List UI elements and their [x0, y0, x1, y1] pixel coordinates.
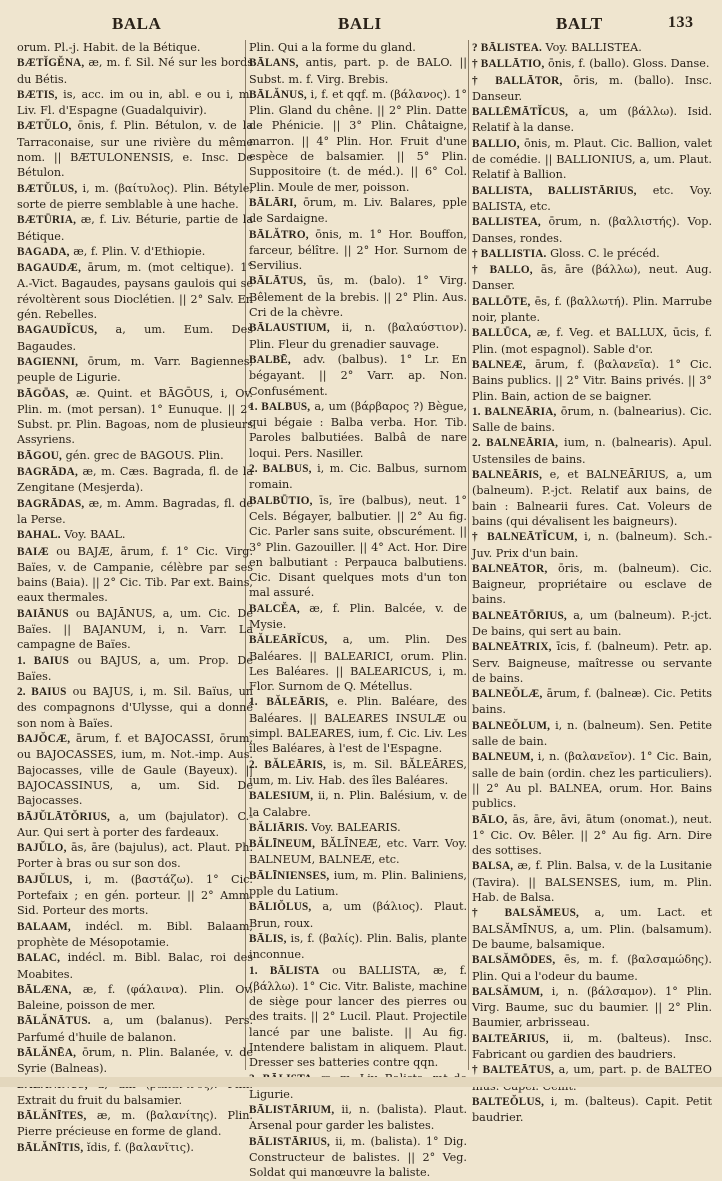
dictionary-entry — [17, 244, 253, 260]
entry-headword: 2. BĂLEĀRIS, — [249, 758, 327, 771]
dictionary-entry — [17, 1045, 253, 1077]
entry-definition: ōrum, m. Varr. Bagiennes, peuple de Ligurie. — [17, 354, 254, 385]
entry-headword: BALBŪTIO, — [249, 494, 313, 507]
entry-definition: æ, f. Plin. Balsa, v. de la Lusitanie (Tavira). || BALSENSES, ium, m. Plin. Hab. de Balsa. — [472, 859, 712, 905]
entry-headword: BALTEĀRIUS, — [472, 1032, 549, 1045]
entry-definition: Extrait du fruit du balsamier. — [17, 1093, 183, 1107]
dictionary-entry — [249, 493, 467, 601]
dictionary-entry — [17, 919, 253, 951]
entry-definition: æ, f. (φάλαινα). Plin. Ov. Baleine, poisson de mer. — [17, 982, 253, 1013]
entry-headword: BĀLIS, — [249, 932, 287, 945]
dictionary-entry — [249, 320, 467, 352]
entry-definition: æ. Quint. et BĀGŌUS, i, Ov. Plin. m. (mot persan). 1° Eunuque. || 2° Subst. pr. Plin. Bagoas, nom de plusieurs Assyriens. — [17, 386, 253, 447]
dictionary-entry — [472, 467, 712, 529]
entry-headword: BALLŪCA, — [472, 327, 532, 340]
dictionary-entry — [17, 684, 253, 731]
dictionary-entry — [17, 464, 253, 496]
entry-definition: ōnis, m. 1° Hor. Bouffon, farceur, bélître. || 2° Hor. Surnom de Servilius. — [249, 227, 467, 273]
dictionary-entry — [249, 632, 467, 694]
dictionary-entry — [249, 1102, 467, 1134]
entry-headword: 1. BAIUS — [17, 654, 70, 667]
entry-headword: BAIĀNUS — [17, 607, 69, 620]
entry-headword: BĀLĂNĀTUS. — [17, 1015, 91, 1028]
entry-headword: BAGRĀDA, — [17, 466, 78, 479]
dictionary-entry — [472, 718, 712, 750]
entry-headword: BALNEŎLÆ, — [472, 688, 543, 701]
entry-headword: 2. BALNEĀRIA, — [472, 437, 559, 450]
entry-definition: ou BAJUS, a, um. Prop. De Baïes. — [17, 653, 254, 683]
entry-definition: ēs, f. (βαλλωτή). Plin. Marrube noir, plante. — [472, 294, 712, 325]
entry-headword: BAGADA, — [17, 245, 70, 258]
entry-headword: † BALLISTIA. — [472, 247, 547, 260]
dictionary-entry — [472, 984, 712, 1031]
dictionary-entry — [472, 435, 712, 467]
entry-definition: ās, āre, āvi, ātum (onomat.), neut. 1° Cic. Ov. Bêler. || 2° Au fig. Arn. Dire des sottises. — [472, 812, 713, 858]
entry-definition: īcis, f. (balneum). Petr. ap. Serv. Baigneuse, maîtresse ou servante de bains. — [472, 640, 712, 685]
entry-definition: ii, n. (balista). Plaut. Arsenal pour garder les balistes. — [249, 1103, 467, 1133]
entry-headword: 2. BALBUS, — [249, 463, 312, 476]
entry-definition: ium, m. Plin. Baliniens, pple du Latium. — [249, 868, 467, 899]
entry-definition: ou BAJÆ, ārum, f. 1° Cic. Virg. Baïes, v. de Campanie, célèbre par ses bains (Baia). || 2° Cic. Tib. Par ext. Bains, eaux thermales. — [17, 544, 254, 605]
dictionary-entry — [472, 73, 712, 105]
entry-headword: BALLŌTE, — [472, 295, 531, 308]
entry-definition: ōnis, m. Plaut. Cic. Ballion, valet de comédie. || BALLIONIUS, a, um. Plaut. Relatif à Ballion. — [472, 136, 712, 182]
dictionary-entry — [249, 601, 467, 633]
entry-headword: BALESIUM, — [249, 790, 314, 803]
entry-definition: ēs, m. f. (βαλσαμώδης). Plin. Qui a l'odeur du baume. — [472, 953, 712, 983]
entry-definition: is, f. (βαλίς). Plin. Balis, plante inconnue. — [249, 931, 467, 962]
page-bottom-edge — [0, 1077, 722, 1087]
entry-definition: ou BAJĀNUS, a, um. Cic. De Baïes. || BAJANUM, i, n. Varr. La campagne de Baïes. — [17, 606, 253, 652]
dictionary-entry — [17, 544, 253, 606]
dictionary-entry — [472, 357, 712, 404]
dictionary-entry — [472, 294, 712, 326]
entry-definition: i, n. (βαλανεῖον). 1° Cic. Bain, salle de bain (ordin. chez les particuliers). || 2° Au pl. BALNEA, orum. Hor. Bains publics. — [472, 750, 712, 811]
entry-headword: BALLĒMĀTĬCUS, — [472, 106, 569, 119]
dictionary-entry — [249, 273, 467, 320]
entry-headword: BAGRĀDAS, — [17, 497, 85, 510]
dictionary-entry — [17, 118, 253, 180]
entry-definition: orum. Pl.-j. Habit. de la Bétique. — [17, 41, 201, 54]
entry-definition: ārum, f. (βαλανεῖα). 1° Cic. Bains publics. || 2° Vitr. Bains privés. || 3° Plin. Bain, action de se baigner. — [472, 357, 712, 403]
dictionary-entry — [17, 1140, 253, 1156]
dictionary-entry — [249, 195, 467, 227]
entry-headword: 2. BAIUS — [17, 686, 67, 699]
entry-definition: Ligurie. — [249, 1087, 294, 1101]
column-divider — [468, 40, 469, 1070]
entry-definition: ārum, f. (balneæ). Cic. Petits bains. — [472, 687, 712, 717]
entry-definition: i, f. et qqf. m. (βάλανος). 1° Plin. Gland du chêne. || 2° Plin. Datte de Phénicie. || 3° Plin. Châtaigne, marron. || 4° Plin. Hor. Fruit d'une espèce de balsamier. || 5° Plin. Suppositoire (t. de méd.). || 6° Col. Plin. Moule de mer, poisson. — [249, 87, 467, 194]
entry-definition: æ, m. (βαλανίτης). Plin. Pierre précieuse en forme de gland. — [17, 1109, 253, 1139]
entry-definition: i, m. (βαίτυλος). Plin. Bétyle, sorte de pierre semblable à une hache. — [17, 181, 253, 211]
dictionary-entry — [249, 694, 467, 756]
entry-headword: 1. BALNEĀRIA, — [472, 405, 557, 418]
entry-definition: BĂLĪNEÆ, etc. Varr. Voy. BALNEUM, BALNEÆ, etc. — [249, 837, 468, 867]
entry-definition: ōris, m. (ballo). Insc. Danseur. — [472, 73, 712, 103]
dictionary-entry — [249, 352, 467, 399]
dictionary-entry — [249, 963, 467, 1071]
dictionary-entry — [17, 606, 253, 653]
entry-headword: BĀLĀTUS, — [249, 275, 307, 288]
dictionary-entry — [17, 260, 253, 322]
entry-definition: a, um (βάλιος). Plaut. Brun, roux. — [249, 900, 467, 930]
entry-headword: BĂLIĀRIS. — [249, 821, 308, 834]
entry-definition: a, um (βάλλω). Isid. Relatif à la danse. — [472, 105, 712, 135]
dictionary-entry — [472, 404, 712, 436]
entry-definition: i, m. (βαστάζω). 1° Cic. Portefaix ; en gén. porteur. || 2° Amm. Sid. Porteur des morts. — [17, 872, 253, 918]
entry-definition: ōrum, n. (balnearius). Cic. Salle de bains. — [472, 404, 712, 435]
entry-definition: Voy. BALLISTEA. — [545, 41, 642, 54]
dictionary-entry — [472, 1094, 712, 1126]
dictionary-entry — [249, 757, 467, 789]
entry-headword: BĀJŬLĀTŎRIUS, — [17, 810, 111, 823]
dictionary-entry — [472, 858, 712, 905]
dictionary-entry — [249, 87, 467, 195]
entry-definition: a, um (balneum). P.-jct. De bains, qui sert au bain. — [472, 608, 712, 638]
entry-headword: BÆTŪRIA, — [17, 214, 77, 227]
entry-definition: adv. (balbus). 1° Lr. En bégayant. || 2° Varr. ap. Non. Confusément. — [249, 352, 467, 398]
dictionary-entry — [472, 56, 712, 72]
entry-definition: i, n. (balneum). Sen. Petite salle de bain. — [472, 718, 712, 749]
dictionary-entry — [472, 1031, 712, 1063]
entry-headword: BĀGŌAS, — [17, 387, 69, 400]
entry-definition: ōrum, n. (βαλλιστής). Vop. Danses, rondes. — [472, 215, 713, 245]
entry-headword: BĀGOU, — [17, 449, 63, 462]
dictionary-entry — [17, 354, 253, 386]
entry-definition: æ, m. Amm. Bagradas, fl. de la Perse. — [17, 496, 254, 526]
entry-headword: BALCĔA, — [249, 602, 300, 615]
dictionary-entry — [249, 1134, 467, 1181]
dictionary-entry — [17, 809, 253, 841]
entry-headword: BALAC, — [17, 952, 61, 965]
dictionary-entry — [17, 40, 253, 55]
entry-definition: a, um (βάρβαρος ?) Bègue, qui bégaie : Balba verba. Hor. Tib. Paroles balbutiées. Balbâ de nare loqui. Pers. Nasiller. — [249, 399, 467, 460]
dictionary-entry — [17, 448, 253, 464]
entry-definition: ium, n. (balnearis). Apul. Ustensiles de bains. — [472, 436, 712, 466]
dictionary-entry — [472, 952, 712, 984]
entry-definition: Voy. BAAL. — [64, 528, 126, 542]
entry-definition: ii, m. (balteus). Insc. Fabricant ou gardien des baudriers. — [472, 1031, 712, 1061]
dictionary-entry — [472, 529, 712, 561]
dictionary-entry — [17, 527, 253, 543]
entry-definition: e, et BALNEĀRIUS, a, um (balneum). P.-jct. Relatif aux bains, de bain : Balnearii fures. Cat. Voleurs de bains (qui dévalisent les baigneurs). — [472, 468, 712, 528]
entry-definition: ōrum, n. Plin. Balanée, v. de Syrie (Balneas). — [17, 1046, 253, 1076]
dictionary-entry — [249, 55, 467, 87]
dictionary-entry — [472, 639, 712, 686]
entry-definition: a, um (bajulator). C.-Aur. Qui sert à porter des fardeaux. — [17, 809, 253, 839]
dictionary-entry — [17, 731, 253, 808]
entry-definition: ou BAJUS, i, m. Sil. Baïus, un des compagnons d'Ulysse, qui a donné son nom à Baïes. — [17, 685, 254, 730]
dictionary-entry — [472, 183, 712, 215]
running-header — [0, 14, 722, 38]
entry-definition: ōnis, f. Plin. Bétulon, v. de la Tarraconaise, sur une rivière du même nom. || BÆTULONENSIS, e. Insc. De Bétulon. — [17, 119, 254, 180]
entry-definition: æ, f. Plin. V. d'Ethiopie. — [73, 244, 206, 258]
entry-headword: BĀLĂTRO, — [249, 228, 309, 241]
dictionary-entry — [472, 686, 712, 718]
entry-headword: BALNEĀRIS, — [472, 469, 543, 482]
dictionary-entry — [249, 40, 467, 55]
column-2 — [249, 40, 468, 1180]
entry-headword: † BALSĂMEUS, — [472, 907, 580, 920]
page-number: 133 — [668, 14, 694, 31]
entry-definition: i, m. (balteus). Capit. Petit baudrier. — [472, 1094, 712, 1125]
entry-definition: indécl. m. Bibl. Balac, roi des Moabites. — [17, 951, 254, 981]
header-left-guideword: BALA — [112, 14, 162, 33]
entry-headword: BÆTĬGĔNA, — [17, 57, 85, 70]
entry-definition: Gloss. C. le précéd. — [550, 246, 660, 260]
entry-headword: BAGAUDĬCUS, — [17, 324, 98, 337]
dictionary-entry — [472, 561, 712, 608]
entry-headword: BĀLANS, — [249, 57, 299, 70]
dictionary-entry — [17, 982, 253, 1014]
dictionary-entry — [472, 214, 712, 246]
dictionary-entry — [472, 246, 712, 262]
entry-definition: i, n. (balneum). Sch.-Juv. Prix d'un bain. — [472, 530, 712, 560]
entry-headword: BĀLĂNĪTES, — [17, 1110, 87, 1123]
entry-headword: BALSĂMŌDES, — [472, 954, 556, 967]
entry-headword: BĀLĪNIENSES, — [249, 869, 330, 882]
dictionary-entry — [249, 820, 467, 836]
entry-headword: BAGAUDÆ, — [17, 262, 82, 275]
entry-definition: a, um. Lact. et BALSĂMĪNUS, a, um. Plin. (balsamum). De baume, balsamique. — [472, 906, 713, 951]
dictionary-entry — [17, 950, 253, 982]
entry-definition: e. Plin. Baléare, des Baléares. || BALEARES INSULÆ ou simpl. BALEARES, ium, f. Cic. Liv. Les îles Baléares, à l'est de l'Espagne. — [249, 695, 467, 756]
dictionary-entry — [249, 788, 467, 820]
entry-definition: is, acc. im ou in, abl. e ou i, m. Liv. Fl. d'Espagne (Guadalquivir). — [17, 87, 253, 118]
entry-headword: BALLISTA, BALLISTĀRIUS, — [472, 184, 637, 197]
entry-headword: BAJŬLO, — [17, 842, 67, 855]
entry-definition: ii, n. Plin. Balésium, v. de la Calabre. — [249, 789, 467, 819]
entry-definition: Plin. Qui a la forme du gland. — [249, 41, 416, 54]
entry-headword: BALTEŎLUS, — [472, 1095, 545, 1108]
header-right-guideword: BALT — [556, 14, 603, 33]
entry-headword: † BALLĀTOR, — [472, 74, 563, 87]
entry-headword: BĀLĂNĒA, — [17, 1047, 77, 1059]
dictionary-entry — [249, 931, 467, 963]
dictionary-entry — [17, 181, 253, 213]
entry-definition: ii, m. (balista). 1° Dig. Constructeur de balistes. || 2° Veg. Soldat qui manœuvre la baliste. — [249, 1134, 467, 1180]
dictionary-entry — [472, 262, 712, 294]
entry-definition: ārum, f. et BAJOCASSI, ōrum, ou BAJOCASSES, ium, m. Not.-imp. Aus. Bajocasses, ville de Gaule (Bayeux). || BAJOCASSINUS, a, um. Sid. De Bajocasses. — [17, 732, 253, 808]
entry-definition: indécl. m. Bibl. Balaam, prophète de Mésopotamie. — [17, 919, 253, 949]
dictionary-entry — [17, 212, 253, 244]
entry-definition: ās, āre (βάλλω), neut. Aug. Danser. — [472, 263, 712, 293]
entry-headword: BĂLEĀRĬCUS, — [249, 634, 328, 647]
entry-headword: † BALTEĀTUS, — [472, 1064, 555, 1077]
entry-definition: æ, m. Cæs. Bagrada, fl. de la Zengitane (Mesjerda). — [17, 465, 253, 495]
entry-definition: ūs, m. (balo). 1° Virg. Bêlement de la brebis. || 2° Plin. Aus. Cri de la chèvre. — [249, 274, 467, 320]
entry-headword: BÆTŬLO, — [17, 120, 72, 133]
entry-definition: ōrum, m. Liv. Balares, pple de Sardaigne. — [249, 195, 467, 226]
dictionary-entry — [472, 325, 712, 357]
entry-headword: BĂLĪNEUM, — [249, 838, 316, 851]
dictionary-entry — [472, 608, 712, 640]
dictionary-entry — [472, 905, 712, 952]
entry-headword: BĀLO, — [472, 813, 508, 826]
dictionary-entry — [17, 55, 253, 87]
entry-definition: i, n. (βάλσαμον). 1° Plin. Virg. Baume, suc du baumier. || 2° Plin. Baumier, arbrisseau. — [472, 984, 712, 1030]
dictionary-entry — [472, 812, 712, 859]
entry-headword: BALSĂMUM, — [472, 985, 544, 998]
entry-definition: ōnis, f. (ballo). Gloss. Danse. — [548, 57, 710, 71]
entry-headword: BAJŎCÆ, — [17, 733, 71, 746]
entry-headword: ? BĀLISTEA. — [472, 42, 542, 54]
entry-headword: BĀLAUSTIUM, — [249, 322, 330, 335]
entry-headword: BĀLĀRI, — [249, 196, 297, 209]
entry-definition: a, um, part. p. de BALTEO — [558, 1063, 712, 1077]
entry-headword: BĀLÆNA, — [17, 983, 72, 996]
column-1 — [17, 40, 254, 1154]
dictionary-entry — [17, 840, 253, 872]
entry-headword: BĀLIŎLUS, — [249, 901, 312, 914]
entry-headword: 1. BĂLEĀRIS, — [249, 696, 329, 709]
entry-headword: BALNEĀTRIX, — [472, 641, 552, 654]
entry-definition: ārum, m. (mot celtique). 1° A.-Vict. Bagaudes, paysans gaulois qui se révoltèrent sous Dioclétien. || 2° Salv. En gén. Rebelles. — [17, 261, 253, 322]
dictionary-entry — [17, 322, 253, 354]
entry-definition: a, um (balanus). Pers. Parfumé d'huile de balanon. — [17, 1014, 254, 1044]
entry-definition: gén. grec de BAGOUS. Plin. — [65, 448, 224, 462]
entry-definition: a, um. Plin. Des Baléares. || BALEARICI, orum. Plin. Les Baléares. || BALEARICUS, i, m. Flor. Surnom de Q. Métellus. — [249, 633, 468, 694]
dictionary-entry — [17, 872, 253, 919]
entry-definition: i, m. Cic. Balbus, surnom romain. — [249, 462, 467, 492]
entry-headword: BAIÆ — [17, 545, 49, 558]
entry-headword: † BALNEĀTĬCUM, — [472, 531, 578, 544]
entry-definition: ās, āre (bajulus), act. Plaut. Ph. Porter à bras ou sur son dos. — [17, 841, 254, 871]
entry-headword: BAGIENNI, — [17, 355, 79, 368]
entry-headword: BALSA, — [472, 860, 514, 873]
column-3 — [472, 40, 713, 1125]
entry-headword: BALNEÆ, — [472, 358, 526, 371]
entry-headword: BĀLĂNĪTIS, — [17, 1141, 84, 1154]
dictionary-entry — [17, 87, 253, 119]
entry-definition: æ, f. Plin. Balcée, v. de Mysie. — [249, 601, 467, 631]
entry-definition: etc. Voy. BALISTA, etc. — [472, 183, 713, 213]
entry-headword: BAHAL. — [17, 529, 61, 542]
dictionary-entry — [249, 399, 467, 461]
dictionary-entry — [472, 136, 712, 183]
dictionary-entry — [249, 836, 467, 868]
dictionary-entry — [472, 40, 712, 56]
entry-headword: BĀLISTĀRIUM, — [249, 1104, 335, 1117]
entry-headword: BALBĒ, — [249, 353, 291, 366]
dictionary-entry — [17, 653, 253, 685]
entry-definition: antis, part. p. de BALO. || Subst. m. f. Virg. Brebis. — [249, 56, 467, 86]
entry-headword: BALNEŎLUM, — [472, 719, 551, 732]
entry-definition: ii, n. (βαλαύστιον). Plin. Fleur du grenadier sauvage. — [249, 321, 467, 351]
entry-headword: BALNEUM, — [472, 751, 534, 764]
entry-definition: æ, f. Veg. et BALLUX, ūcis, f. Plin. (mot espagnol). Sable d'or. — [472, 326, 712, 356]
dictionary-entry — [472, 749, 712, 811]
entry-definition: æ, f. Liv. Béturie, partie de la Bétique. — [17, 213, 254, 243]
entry-definition: īs, īre (balbus), neut. 1° Cels. Bégayer, balbutier. || 2° Au fig. Cic. Parler sans suite, obscurément. || 3° Plin. Gazouiller. || 4° Act. Hor. Dire en balbutiant : Perpauca balbutiens. Cic. Disant quelques mots d'un ton mal assuré. — [249, 493, 467, 600]
dictionary-entry — [249, 227, 467, 274]
header-center-guideword: BALI — [338, 14, 382, 33]
entry-headword: BALLIO, — [472, 137, 520, 150]
entry-definition: a, um. Eum. Des Bagaudes. — [17, 323, 253, 353]
dictionary-entry — [249, 899, 467, 931]
entry-definition: ou BALLISTA, æ, f. (βάλλω). 1° Cic. Vitr. Baliste, machine de siège pour lancer des pierres ou des traits. || 2° Lucil. Plaut. Projectile lancé par une baliste. || Au fig. Intendere balistam in aliquem. Plaut. Dresser ses batteries contre qqn. — [249, 963, 467, 1070]
entry-headword: BĀLĂNUS, — [249, 88, 307, 101]
entry-definition: æ, m. f. Sil. Né sur les bords du Bétis. — [17, 56, 253, 86]
entry-headword: BALAAM, — [17, 920, 71, 933]
entry-headword: 1. BALBUS, — [249, 400, 311, 413]
entry-headword: † BALLO, — [472, 264, 533, 277]
entry-headword: BÆTŬLUS, — [17, 182, 78, 195]
entry-definition: Voy. BALEARIS. — [311, 820, 401, 834]
entry-headword: † BALLĀTIO, — [472, 58, 545, 71]
dictionary-entry — [472, 104, 712, 136]
entry-headword: 1. BĀLISTA — [249, 964, 320, 977]
dictionary-entry — [249, 461, 467, 493]
entry-definition: ĭdis, f. (βαλανῖτις). — [86, 1140, 194, 1154]
entry-headword: BAJŬLUS, — [17, 873, 73, 886]
entry-headword: BĀLISTĀRIUS, — [249, 1135, 331, 1148]
dictionary-entry — [17, 496, 253, 528]
entry-definition: is, m. Sil. BĂLEĀRES, ium, m. Liv. Hab. des îles Baléares. — [249, 757, 467, 787]
entry-definition: ōris, m. (balneum). Cic. Baigneur, propriétaire ou esclave de bains. — [472, 561, 712, 607]
dictionary-entry — [17, 386, 253, 448]
entry-headword: BALNEĀTOR, — [472, 562, 548, 575]
dictionary-entry — [17, 1013, 253, 1045]
entry-headword: BALLISTEA, — [472, 216, 541, 229]
dictionary-entry — [249, 868, 467, 900]
entry-headword: BALNEĀTŌRIUS, — [472, 609, 567, 622]
dictionary-entry — [17, 1108, 253, 1140]
entry-headword: BÆTIS, — [17, 88, 58, 101]
